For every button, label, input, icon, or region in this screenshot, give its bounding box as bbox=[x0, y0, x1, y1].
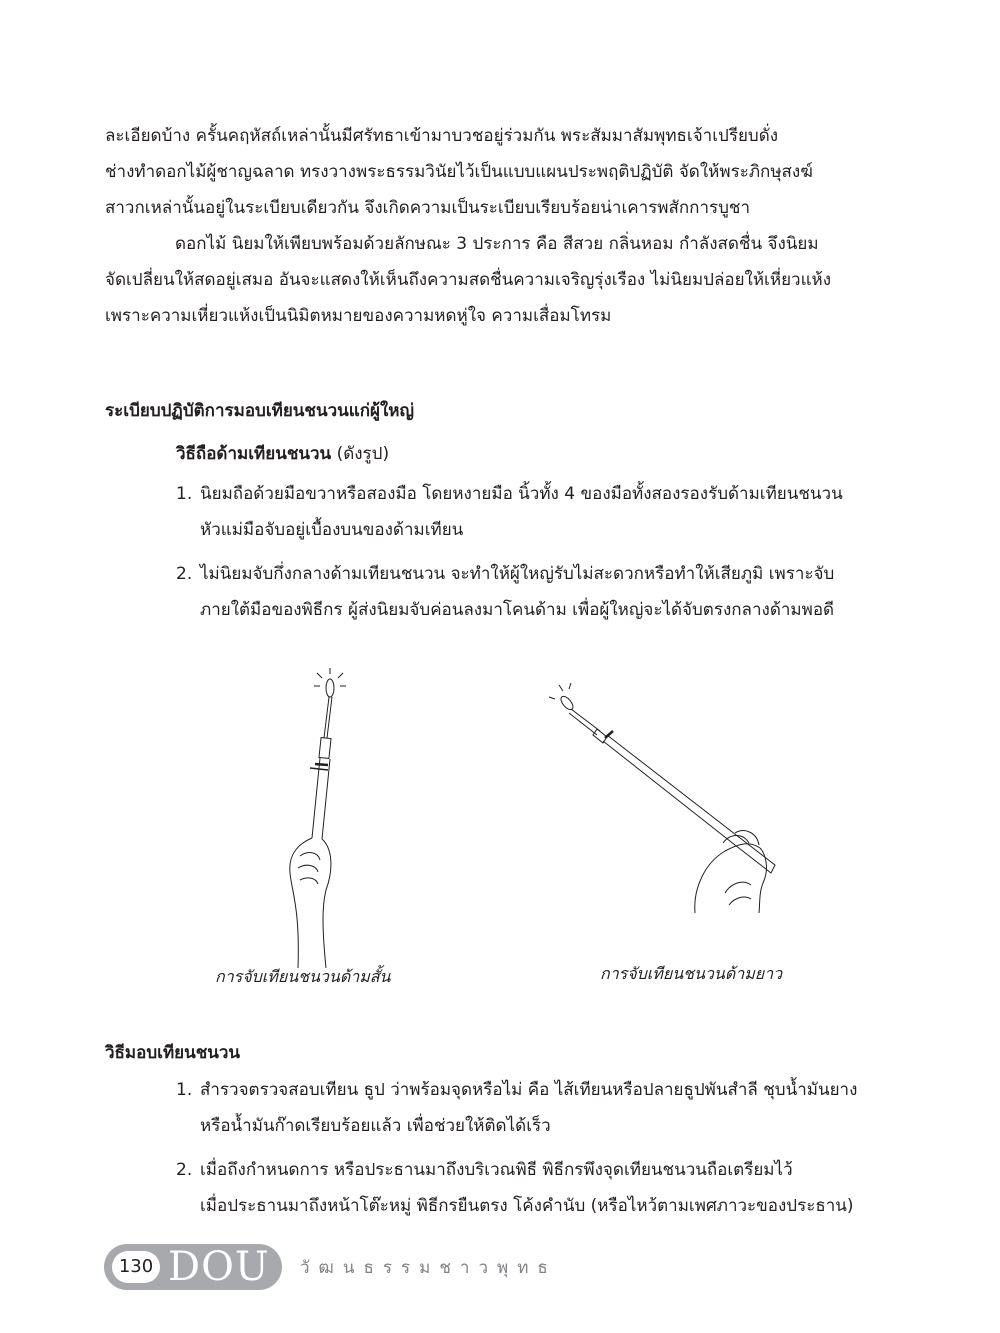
subheading-holding-method bbox=[176, 440, 389, 467]
text-line: หรือน้ำมันก๊าดเรียบร้อยแล้ว เพื่อช่วยให้ติดได้เร็ว bbox=[200, 1116, 551, 1136]
holding-method-list bbox=[176, 476, 886, 636]
text-line: สาวกเหล่านั้นอยู่ในระเบียบเดียวกัน จึงเกิดความเป็นระเบียบเรียบร้อยน่าเคารพสักการบูชา bbox=[105, 198, 751, 218]
text-line: เพราะความเหี่ยวแห้งเป็นนิมิตหมายของความหดหู่ใจ ความเสื่อมโทรม bbox=[105, 306, 612, 326]
subheading-note: (ดังรูป) bbox=[336, 444, 390, 464]
paragraph-intro bbox=[105, 118, 885, 226]
paragraph-flowers bbox=[105, 226, 885, 334]
text-line: จัดเปลี่ยนให้สดอยู่เสมอ อันจะแสดงให้เห็นถึงความสดชื่นความเจริญรุ่งเรือง ไม่นิยมปล่อยให้เหี่ยวแห้ง bbox=[105, 270, 832, 290]
caption-short-handle: การจับเทียนชนวนด้ามสั้น bbox=[215, 967, 391, 986]
section-heading-candle-handover: ระเบียบปฏิบัติการมอบเทียนชนวนแก่ผู้ใหญ่ bbox=[105, 401, 414, 421]
list-number: 2. bbox=[176, 1160, 193, 1180]
subheading-bold: วิธีถือด้ามเทียนชนวน bbox=[176, 444, 332, 464]
text-line: ช่างทำดอกไม้ผู้ชาญฉลาด ทรงวางพระธรรมวินัยไว้เป็นแบบแผนประพฤติปฏิบัติ จัดให้พระภิกษุสงฆ์ bbox=[105, 162, 813, 182]
text-line: นิยมถือด้วยมือขวาหรือสองมือ โดยหงายมือ นิ้วทั้ง 4 ของมือทั้งสองรองรับด้ามเทียนชนวน bbox=[200, 484, 843, 504]
page-number: 130 bbox=[112, 1251, 160, 1283]
list-item bbox=[176, 556, 886, 628]
book-title: วัฒนธรรมชาวพุทธ bbox=[300, 1258, 557, 1278]
list-item bbox=[176, 1152, 886, 1224]
caption-long-handle: การจับเทียนชนวนด้ามยาว bbox=[600, 964, 783, 983]
list-item bbox=[176, 476, 886, 548]
list-number: 1. bbox=[176, 484, 193, 504]
list-number: 1. bbox=[176, 1080, 193, 1100]
text-line: สำรวจตรวจสอบเทียน ธูป ว่าพร้อมจุดหรือไม่ คือ ไส้เทียนหรือปลายธูปพันสำลี ชุบน้ำมันยาง bbox=[200, 1080, 858, 1100]
text-line: ดอกไม้ นิยมให้เพียบพร้อมด้วยลักษณะ 3 ประการ คือ สีสวย กลิ่นหอม กำลังสดชื่น จึงนิยม bbox=[175, 234, 819, 254]
short-handle-candle-illustration bbox=[260, 668, 380, 968]
long-handle-candle-illustration bbox=[545, 683, 785, 913]
list-item bbox=[176, 1072, 886, 1144]
text-line: หัวแม่มือจับอยู่เบื้องบนของด้ามเทียน bbox=[200, 520, 464, 540]
list-number: 2. bbox=[176, 564, 193, 584]
text-line: เมื่อถึงกำหนดการ หรือประธานมาถึงบริเวณพิธี พิธีกรพึงจุดเทียนชนวนถือเตรียมไว้ bbox=[200, 1160, 793, 1180]
text-line: ภายใต้มือของพิธีกร ผู้ส่งนิยมจับค่อนลงมาโคนด้าม เพื่อผู้ใหญ่จะได้จับตรงกลางด้ามพอดี bbox=[200, 600, 835, 620]
text-line: เมื่อประธานมาถึงหน้าโต๊ะหมู่ พิธีกรยืนตรง โค้งคำนับ (หรือไหว้ตามเพศภาวะของประธาน) bbox=[200, 1196, 854, 1216]
text-line: ไม่นิยมจับกึ่งกลางด้ามเทียนชนวน จะทำให้ผู้ใหญ่รับไม่สะดวกหรือทำให้เสียภูมิ เพราะจับ bbox=[200, 564, 835, 584]
section-heading-handover-method: วิธีมอบเทียนชนวน bbox=[105, 1043, 241, 1063]
dou-logo: DOU bbox=[168, 1244, 270, 1290]
text-line: ละเอียดบ้าง ครั้นคฤหัสถ์เหล่านั้นมีศรัทธาเข้ามาบวชอยู่ร่วมกัน พระสัมมาสัมพุทธเจ้าเปรียบดั่ง bbox=[105, 126, 779, 146]
handover-method-list bbox=[176, 1072, 886, 1232]
